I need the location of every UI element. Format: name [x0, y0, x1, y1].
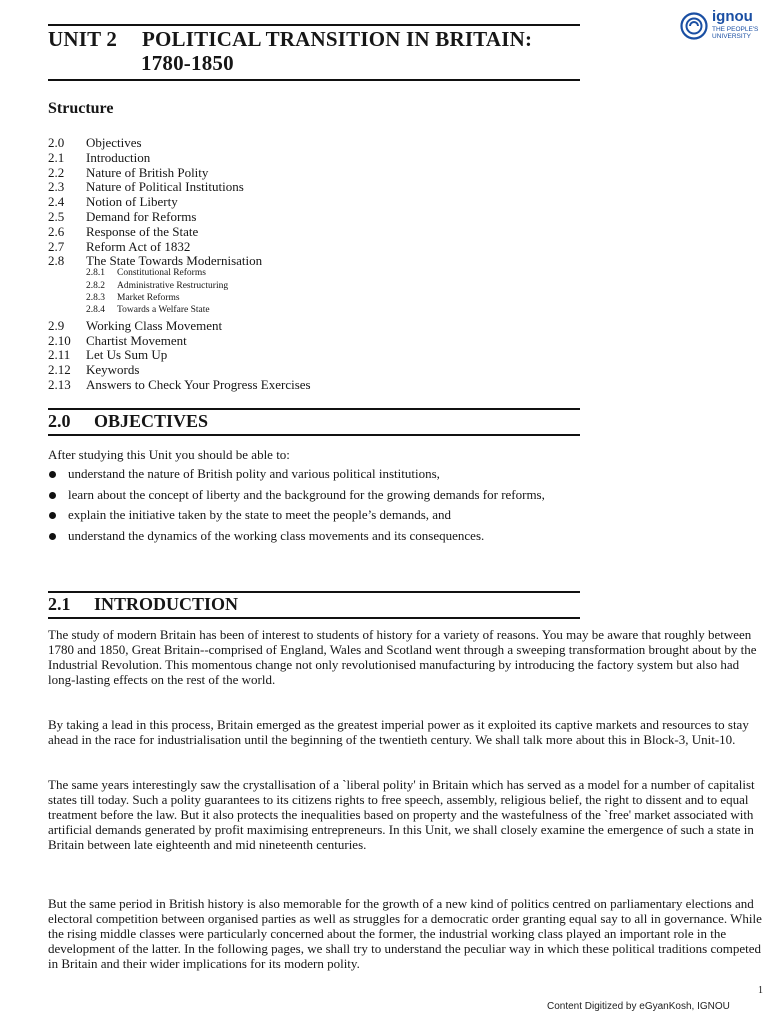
toc-item: 2.1 Introduction: [48, 149, 151, 165]
objectives-list: [48, 467, 748, 549]
toc-item: 2.5 Demand for Reforms: [48, 208, 197, 224]
objectives-number: 2.0: [48, 411, 71, 431]
logo-tagline: THE PEOPLE'S UNIVERSITY: [712, 26, 759, 40]
bullet-icon: [49, 492, 56, 499]
list-item: understand the dynamics of the working class movements and its consequences.: [48, 529, 748, 544]
header-bottom-rule: [48, 79, 580, 81]
toc-item: 2.8 The State Towards Modernisation: [48, 253, 263, 269]
bullet-icon: [49, 533, 56, 540]
introduction-paragraph-4: But the same period in British history is also memorable for the growth of a new kind of politics centred on parliamentary elections and electoral competition between organised parties as well as struggles for a democratic order granting equal say to all in governance. While the rising middle classes were particularly concerned about the former, the industrial working class played an important role in the development of the latter. In the following pages, we shall try to understand the peculiar way in which these political traditions competed in Britain and their wider implications for its modern polity.: [48, 896, 762, 971]
toc-item: 2.3 Nature of Political Institutions: [48, 179, 244, 195]
unit-title-line1: POLITICAL TRANSITION IN BRITAIN:: [142, 27, 533, 51]
toc-item: 2.12 Keywords: [48, 362, 140, 378]
bullet-icon: [49, 512, 56, 519]
unit-title: [48, 27, 532, 52]
toc-item: 2.10 Chartist Movement: [48, 332, 187, 348]
toc-item: 2.6 Response of the State: [48, 223, 199, 239]
table-of-contents: [48, 135, 548, 392]
toc-item: 2.9 Working Class Movement: [48, 317, 223, 333]
ignou-logo: [680, 8, 764, 48]
introduction-heading: [48, 594, 238, 615]
unit-label: UNIT 2: [48, 27, 118, 51]
toc-subitem: 2.8.3 Market Reforms: [86, 292, 180, 303]
toc-item: 2.7 Reform Act of 1832: [48, 238, 191, 254]
header-top-rule: [48, 24, 580, 26]
objectives-bottom-rule: [48, 434, 580, 436]
toc-item: 2.2 Nature of British Polity: [48, 164, 209, 180]
structure-heading: Structure: [48, 100, 114, 117]
objectives-title: OBJECTIVES: [94, 411, 209, 431]
unit-title-line2: 1780-1850: [141, 51, 234, 75]
list-item: understand the nature of British polity and various political institutions,: [48, 467, 748, 482]
toc-subitem: 2.8.2 Administrative Restructuring: [86, 280, 229, 291]
toc-item: 2.4 Notion of Liberty: [48, 194, 178, 210]
introduction-paragraph-3: The same years interestingly saw the crystallisation of a `liberal polity' in Britain which has served as a model for a number of capitalist states till today. Such a polity guarantees to its citizens rights to free speech, assembly, religious belief, the right to dissent and to equal treatment before the law. But it also protects the inequalities based on property and the wastefulness of the `free' market associated with artificial demands generated by profit maximising entrepreneurs. In this Unit, we shall closely examine the emergence of such a state in Britain between late eighteenth and mid nineteenth centuries.: [48, 777, 755, 852]
toc-subitem: 2.8.4 Towards a Welfare State: [86, 305, 210, 316]
objectives-top-rule: [48, 408, 580, 410]
logo-name: ignou: [712, 8, 753, 25]
introduction-bottom-rule: [48, 617, 580, 619]
introduction-number: 2.1: [48, 594, 71, 614]
bullet-icon: [49, 471, 56, 478]
page-number: 1: [758, 985, 763, 996]
toc-item: 2.0 Objectives: [48, 135, 142, 150]
introduction-top-rule: [48, 591, 580, 593]
introduction-paragraph-1: The study of modern Britain has been of interest to students of history for a variety of reasons. You may be aware that roughly between 1780 and 1850, Great Britain--comprised of England, Wales and Scotland went through a sweeping transformation brought about by the Industrial Revolution. This momentous change not only revolutionised manufacturing by introducing the factory system but also had long-lasting effects on the rest of the world.: [48, 627, 757, 687]
introduction-paragraph-2: By taking a lead in this process, Britain emerged as the greatest imperial power as it exploited its captive markets and resources to stay ahead in the race for industrialisation until the beginning of the twentieth century. We shall talk more about this in Block-3, Unit-10.: [48, 717, 749, 747]
toc-item: 2.11 Let Us Sum Up: [48, 347, 168, 363]
list-item: explain the initiative taken by the state to meet the people’s demands, and: [48, 508, 748, 523]
digitized-footer: Content Digitized by eGyanKosh, IGNOU: [547, 1001, 730, 1012]
introduction-title: INTRODUCTION: [94, 594, 239, 614]
toc-item: 2.13 Answers to Check Your Progress Exercises: [48, 376, 311, 392]
objectives-heading: [48, 411, 208, 432]
objectives-intro: After studying this Unit you should be able to:: [48, 447, 290, 462]
toc-subitem: 2.8.1 Constitutional Reforms: [86, 268, 206, 279]
ignou-logo-icon: [680, 12, 708, 40]
list-item: learn about the concept of liberty and the background for the growing demands for reforms,: [48, 488, 748, 503]
